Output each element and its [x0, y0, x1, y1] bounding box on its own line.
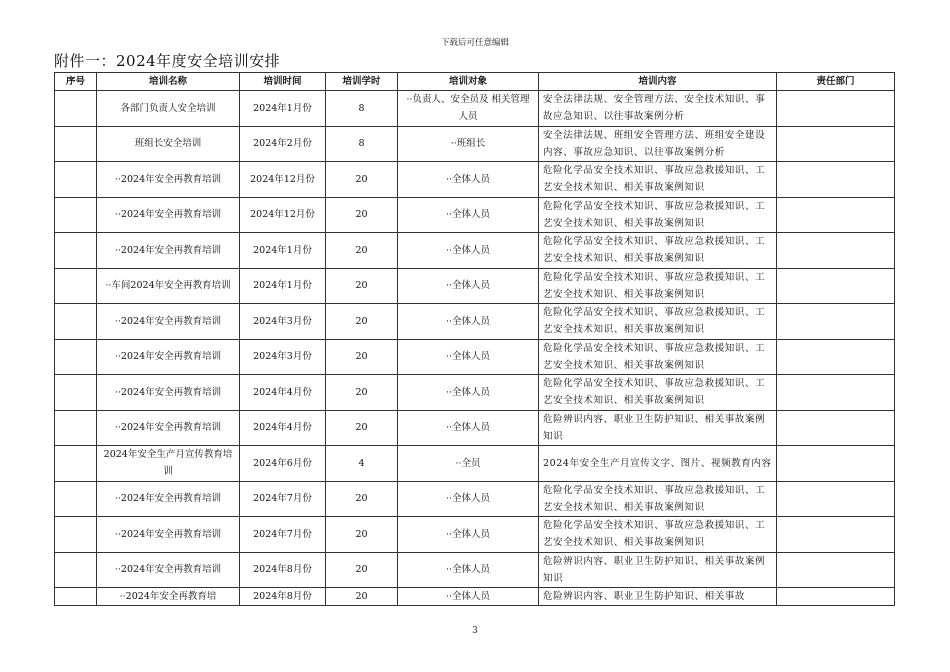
- cell-number: [55, 375, 97, 411]
- column-header: 培训学时: [326, 73, 398, 91]
- cell-training-target: ··全体人员: [398, 268, 539, 304]
- cell-number: [55, 588, 97, 606]
- cell-responsible-dept: [777, 233, 895, 269]
- cell-training-target: ··全体人员: [398, 233, 539, 269]
- cell-training-hours: 20: [326, 588, 398, 606]
- cell-training-content: 安全法律法规、安全管理方法、安全技术知识、事故应急知识、以往事故案例分析: [539, 91, 777, 127]
- cell-training-hours: 8: [326, 91, 398, 127]
- cell-training-content: 安全法律法规、班组安全管理方法、班组安全建设内容、事故应急知识、以往事故案例分析: [539, 126, 777, 162]
- table-row: [55, 233, 895, 269]
- cell-training-hours: 20: [326, 162, 398, 198]
- cell-training-hours: 20: [326, 268, 398, 304]
- cell-training-name: ··2024年安全再教育培训: [97, 304, 240, 340]
- cell-training-time: 2024年1月份: [240, 91, 326, 127]
- cell-number: [55, 446, 97, 482]
- cell-training-target: ··全体人员: [398, 197, 539, 233]
- cell-training-content: 危险化学品安全技术知识、事故应急救援知识、工艺安全技术知识、相关事故案例知识: [539, 517, 777, 553]
- cell-training-hours: 4: [326, 446, 398, 482]
- table-row: [55, 446, 895, 482]
- cell-responsible-dept: [777, 410, 895, 446]
- table-row: [55, 552, 895, 588]
- cell-training-hours: 20: [326, 552, 398, 588]
- cell-training-name: 各部门负责人安全培训: [97, 91, 240, 127]
- cell-training-target: ··全体人员: [398, 517, 539, 553]
- column-header: 培训名称: [97, 73, 240, 91]
- cell-training-time: 2024年6月份: [240, 446, 326, 482]
- cell-training-name: ··2024年安全再教育培训: [97, 375, 240, 411]
- cell-training-target: ··全体人员: [398, 304, 539, 340]
- cell-training-hours: 20: [326, 197, 398, 233]
- cell-responsible-dept: [777, 446, 895, 482]
- cell-training-time: 2024年7月份: [240, 517, 326, 553]
- cell-number: [55, 552, 97, 588]
- cell-training-target: ··全体人员: [398, 481, 539, 517]
- cell-training-target: ··班组长: [398, 126, 539, 162]
- cell-responsible-dept: [777, 162, 895, 198]
- cell-training-time: 2024年4月份: [240, 375, 326, 411]
- cell-training-time: 2024年8月份: [240, 588, 326, 606]
- cell-training-hours: 20: [326, 517, 398, 553]
- table-row: [55, 481, 895, 517]
- cell-training-time: 2024年1月份: [240, 268, 326, 304]
- cell-training-content: 危险辨识内容、职业卫生防护知识、相关事故: [539, 588, 777, 606]
- cell-responsible-dept: [777, 91, 895, 127]
- cell-training-content: 危险化学品安全技术知识、事故应急救援知识、工艺安全技术知识、相关事故案例知识: [539, 304, 777, 340]
- cell-training-target: ··全体人员: [398, 588, 539, 606]
- cell-training-target: ··全体人员: [398, 410, 539, 446]
- table-row: [55, 162, 895, 198]
- cell-training-content: 危险辨识内容、职业卫生防护知识、相关事故案例知识: [539, 552, 777, 588]
- cell-training-content: 危险化学品安全技术知识、事故应急救援知识、工艺安全技术知识、相关事故案例知识: [539, 481, 777, 517]
- cell-training-time: 2024年3月份: [240, 304, 326, 340]
- column-header: 培训时间: [240, 73, 326, 91]
- table-row: [55, 588, 895, 606]
- cell-responsible-dept: [777, 552, 895, 588]
- cell-responsible-dept: [777, 197, 895, 233]
- cell-training-name: ··2024年安全再教育培训: [97, 197, 240, 233]
- cell-training-hours: 20: [326, 481, 398, 517]
- cell-training-hours: 20: [326, 375, 398, 411]
- cell-number: [55, 410, 97, 446]
- cell-training-target: ··全体人员: [398, 375, 539, 411]
- cell-training-name: ··2024年安全再教育培: [97, 588, 240, 606]
- header-note: 下载后可任意编辑: [440, 38, 509, 48]
- cell-training-content: 危险化学品安全技术知识、事故应急救援知识、工艺安全技术知识、相关事故案例知识: [539, 339, 777, 375]
- cell-training-name: ··2024年安全再教育培训: [97, 410, 240, 446]
- cell-training-name: ··2024年安全再教育培训: [97, 552, 240, 588]
- cell-number: [55, 162, 97, 198]
- column-header: 责任部门: [777, 73, 895, 91]
- table-row: [55, 339, 895, 375]
- cell-training-name: ··2024年安全再教育培训: [97, 339, 240, 375]
- cell-training-target: ··全体人员: [398, 552, 539, 588]
- cell-responsible-dept: [777, 126, 895, 162]
- cell-training-content: 危险辨识内容、职业卫生防护知识、相关事故案例知识: [539, 410, 777, 446]
- table-row: [55, 126, 895, 162]
- cell-training-time: 2024年2月份: [240, 126, 326, 162]
- cell-training-name: ··车间2024年安全再教育培训: [97, 268, 240, 304]
- cell-number: [55, 233, 97, 269]
- cell-training-target: ··全体人员: [398, 339, 539, 375]
- cell-number: [55, 126, 97, 162]
- table-row: [55, 304, 895, 340]
- cell-training-target: ··全体人员: [398, 162, 539, 198]
- cell-training-hours: 8: [326, 126, 398, 162]
- cell-training-target: ··全员: [398, 446, 539, 482]
- cell-training-content: 危险化学品安全技术知识、事故应急救援知识、工艺安全技术知识、相关事故案例知识: [539, 268, 777, 304]
- cell-number: [55, 304, 97, 340]
- training-schedule-table: [54, 72, 895, 606]
- cell-training-content: 危险化学品安全技术知识、事故应急救援知识、工艺安全技术知识、相关事故案例知识: [539, 162, 777, 198]
- cell-training-time: 2024年12月份: [240, 197, 326, 233]
- cell-training-content: 危险化学品安全技术知识、事故应急救援知识、工艺安全技术知识、相关事故案例知识: [539, 375, 777, 411]
- cell-training-hours: 20: [326, 233, 398, 269]
- cell-number: [55, 517, 97, 553]
- cell-number: [55, 197, 97, 233]
- cell-training-time: 2024年12月份: [240, 162, 326, 198]
- table-row: [55, 410, 895, 446]
- cell-training-time: 2024年4月份: [240, 410, 326, 446]
- cell-number: [55, 339, 97, 375]
- column-header: 培训对象: [398, 73, 539, 91]
- cell-responsible-dept: [777, 517, 895, 553]
- cell-training-hours: 20: [326, 410, 398, 446]
- page-number: 3: [472, 626, 478, 636]
- cell-training-name: ··2024年安全再教育培训: [97, 481, 240, 517]
- cell-training-hours: 20: [326, 304, 398, 340]
- cell-training-name: ··2024年安全再教育培训: [97, 162, 240, 198]
- cell-training-name: 班组长安全培训: [97, 126, 240, 162]
- table-row: [55, 197, 895, 233]
- cell-training-name: ··2024年安全再教育培训: [97, 517, 240, 553]
- cell-responsible-dept: [777, 268, 895, 304]
- cell-training-name: ··2024年安全再教育培训: [97, 233, 240, 269]
- cell-training-content: 2024年安全生产月宣传文字、图片、视频教育内容: [539, 446, 777, 482]
- cell-training-content: 危险化学品安全技术知识、事故应急救援知识、工艺安全技术知识、相关事故案例知识: [539, 197, 777, 233]
- cell-training-hours: 20: [326, 339, 398, 375]
- cell-number: [55, 481, 97, 517]
- column-header: 培训内容: [539, 73, 777, 91]
- cell-training-time: 2024年1月份: [240, 233, 326, 269]
- column-header: 序号: [55, 73, 97, 91]
- cell-training-time: 2024年3月份: [240, 339, 326, 375]
- cell-responsible-dept: [777, 304, 895, 340]
- table-row: [55, 268, 895, 304]
- table-row: [55, 375, 895, 411]
- cell-training-name: 2024年安全生产月宣传教育培训: [97, 446, 240, 482]
- table-header-row: [55, 73, 895, 91]
- cell-number: [55, 268, 97, 304]
- cell-training-target: ··负责人、安全员及 相关管理人员: [398, 91, 539, 127]
- cell-number: [55, 91, 97, 127]
- table-row: [55, 91, 895, 127]
- cell-responsible-dept: [777, 375, 895, 411]
- table-row: [55, 517, 895, 553]
- cell-responsible-dept: [777, 339, 895, 375]
- cell-training-time: 2024年8月份: [240, 552, 326, 588]
- cell-training-time: 2024年7月份: [240, 481, 326, 517]
- cell-responsible-dept: [777, 588, 895, 606]
- document-title: 附件一：2024年度安全培训安排: [54, 52, 281, 70]
- cell-training-content: 危险化学品安全技术知识、事故应急救援知识、工艺安全技术知识、相关事故案例知识: [539, 233, 777, 269]
- cell-responsible-dept: [777, 481, 895, 517]
